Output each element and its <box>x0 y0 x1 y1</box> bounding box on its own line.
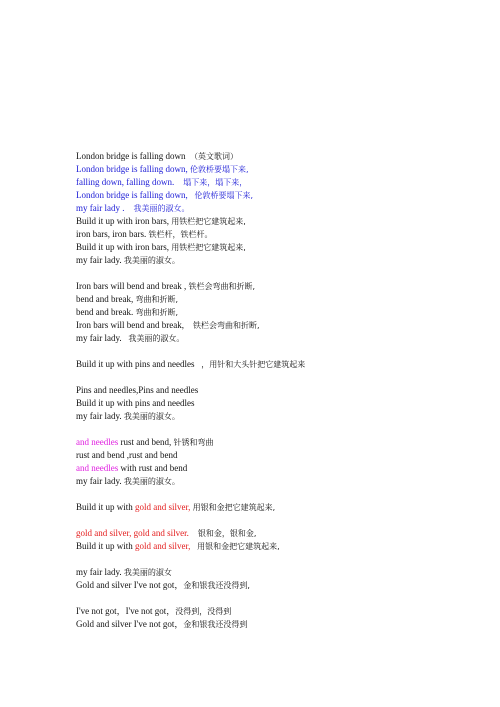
lyric-zh: 伦敦桥要塌下来, <box>194 191 254 200</box>
lyric-en: bend and break, <box>76 294 134 304</box>
lyric-line <box>76 254 476 267</box>
lyric-highlight: gold and silver, <box>135 502 191 512</box>
lyric-line <box>76 527 476 540</box>
lyric-line <box>76 605 476 618</box>
lyric-zh: 弯曲和折断, <box>135 308 179 317</box>
lyric-zh: 我美丽的淑女 <box>123 568 172 577</box>
lyric-zh: 我美丽的淑女。 <box>123 412 180 421</box>
lyric-zh: 铁栏会弯曲和折断, <box>192 321 260 330</box>
lyric-line <box>76 293 476 306</box>
lyric-line <box>76 618 476 631</box>
lyric-line <box>76 540 476 553</box>
lyric-line <box>76 202 476 215</box>
lyric-en: my fair lady. <box>76 333 122 343</box>
stanza-gap <box>76 514 476 527</box>
lyric-en: Build it up with pins and needles <box>76 359 195 369</box>
lyric-highlight: gold and silver, <box>135 541 191 551</box>
lyric-title-line <box>76 150 476 163</box>
lyric-en: Pins and needles,Pins and needles <box>76 385 199 395</box>
lyric-line <box>76 501 476 514</box>
lyric-zh: 用铁栏把它建筑起来, <box>171 243 246 252</box>
lyric-en: iron bars, iron bars. <box>76 229 147 239</box>
lyric-zh: 用银和金把它建筑起来, <box>192 503 276 512</box>
lyrics-body <box>76 150 476 631</box>
lyric-line <box>76 462 476 475</box>
lyric-zh: 我美丽的淑女。 <box>133 204 190 213</box>
lyric-zh: 铁栏杆，铁栏杆。 <box>148 230 213 239</box>
lyric-zh: 我美丽的淑女。 <box>128 334 185 343</box>
lyric-en: rust and bend ,rust and bend <box>76 450 178 460</box>
lyric-zh: 金和银我还没得到, <box>183 581 250 590</box>
lyric-zh: 我美丽的淑女。 <box>123 256 180 265</box>
lyric-en: Build it up with pins and needles <box>76 398 195 408</box>
lyric-en: my fair lady . <box>76 203 125 213</box>
lyric-line <box>76 280 476 293</box>
lyric-line <box>76 306 476 319</box>
lyric-en: Build it up with <box>76 502 133 512</box>
lyric-line <box>76 384 476 397</box>
lyric-line <box>76 319 476 332</box>
lyric-line <box>76 176 476 189</box>
lyric-en: London bridge is falling down <box>76 151 186 161</box>
lyric-line <box>76 358 476 371</box>
lyric-highlight: gold and silver, gold and silver. <box>76 528 189 538</box>
lyric-en: bend and break. <box>76 307 134 317</box>
lyric-line <box>76 566 476 579</box>
lyric-en: my fair lady. <box>76 567 122 577</box>
lyric-line <box>76 397 476 410</box>
stanza-gap <box>76 345 476 358</box>
lyric-highlight: and needles <box>76 463 119 473</box>
lyric-line <box>76 189 476 202</box>
lyric-line <box>76 332 476 345</box>
lyric-en: Iron bars will bend and break , <box>76 281 187 291</box>
lyric-line <box>76 163 476 176</box>
lyric-en: my fair lady. <box>76 255 122 265</box>
lyric-line <box>76 449 476 462</box>
lyric-zh: 用银和金把它建筑起来, <box>197 542 280 551</box>
lyric-line <box>76 228 476 241</box>
stanza-gap <box>76 488 476 501</box>
lyric-zh: 金和银我还没得到 <box>183 620 248 629</box>
lyric-zh: ，用针和大头针把它建筑起来 <box>201 360 306 369</box>
lyric-en: Build it up with <box>76 541 133 551</box>
lyric-line <box>76 410 476 423</box>
lyric-zh: 弯曲和折断, <box>135 295 179 304</box>
stanza-gap <box>76 553 476 566</box>
lyric-en: my fair lady. <box>76 411 122 421</box>
lyric-zh: 针锈和弯曲 <box>173 438 214 447</box>
lyric-en: I've not got，I've not got， <box>76 606 176 616</box>
lyric-en: with rust and bend <box>120 463 188 473</box>
lyric-line <box>76 579 476 592</box>
lyric-zh: 铁栏会弯曲和折断, <box>188 282 256 291</box>
lyric-zh: 我美丽的淑女。 <box>123 477 180 486</box>
stanza-gap <box>76 371 476 384</box>
lyric-zh: 用铁栏把它建筑起来, <box>171 217 246 226</box>
lyric-zh: （英文歌词） <box>190 152 238 161</box>
lyric-zh: 没得到，没得到 <box>175 607 232 616</box>
lyric-en: Build it up with iron bars, <box>76 242 169 252</box>
stanza-gap <box>76 423 476 436</box>
lyric-line <box>76 475 476 488</box>
lyric-en: Build it up with iron bars, <box>76 216 169 226</box>
lyric-en: London bridge is falling down, <box>76 190 188 200</box>
lyric-en: my fair lady. <box>76 476 122 486</box>
stanza-gap <box>76 592 476 605</box>
lyric-line <box>76 215 476 228</box>
lyric-zh: 银和金，银和金, <box>197 529 257 538</box>
lyric-zh: 塌下来，塌下来， <box>183 178 248 187</box>
lyric-zh: 伦敦桥要塌下来, <box>190 165 249 174</box>
lyric-en: Gold and silver I've not got， <box>76 580 184 590</box>
lyric-line <box>76 241 476 254</box>
lyric-en: Iron bars will bend and break, <box>76 320 184 330</box>
lyric-en: falling down, falling down. <box>76 177 175 187</box>
lyric-en: London bridge is falling down, <box>76 164 188 174</box>
lyric-en: rust and bend, <box>120 437 172 447</box>
lyric-en: Gold and silver I've not got， <box>76 619 184 629</box>
lyric-line <box>76 436 476 449</box>
stanza-gap <box>76 267 476 280</box>
lyric-highlight: and needles <box>76 437 119 447</box>
